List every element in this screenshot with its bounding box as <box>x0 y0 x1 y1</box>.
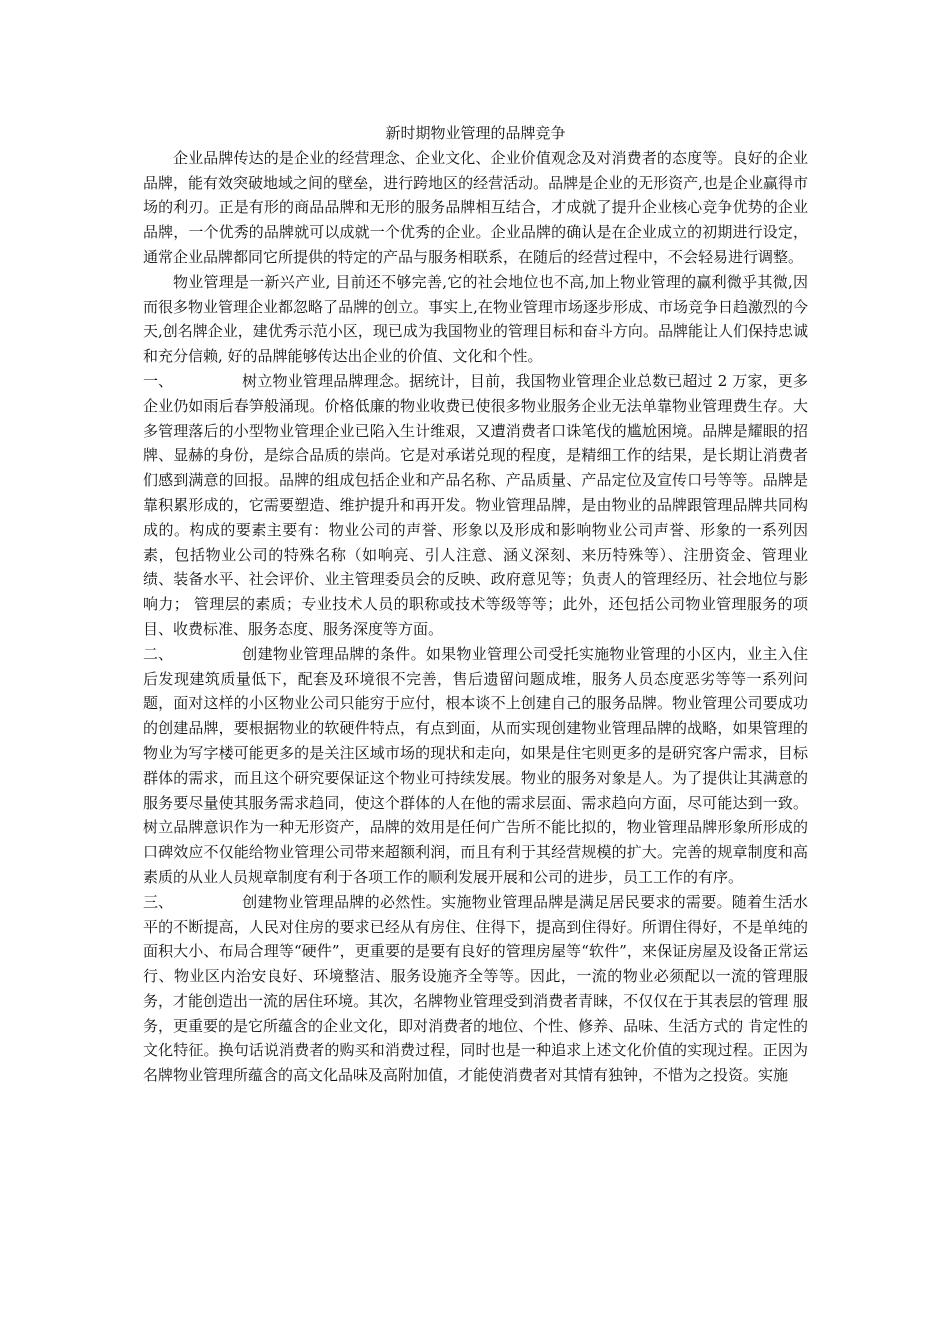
document-page <box>143 121 808 1088</box>
section-1-number: 一、 <box>143 371 174 390</box>
intro-paragraph-1: 企业品牌传达的是企业的经营理念、企业文化、企业价值观念及对消费者的态度等。良好的企业品牌，能有效突破地域之间的壁垒，进行跨地区的经营活动。品牌是企业的无形资产,也是企业赢得市场的利刃。正是有形的商品品牌和无形的服务品牌相互结合，才成就了提升企业核心竞争优势的企业品牌，一个优秀的品牌就可以成就一个优秀的企业。企业品牌的确认是在企业成立的初期进行设定，通常企业品牌都同它所提供的特定的产品与服务相联系，在随后的经营过程中，不会轻易进行调整。 <box>143 148 808 266</box>
section-3-number: 三、 <box>143 892 174 911</box>
section-3 <box>143 890 808 1088</box>
intro-paragraph-2: 物业管理是一新兴产业, 目前还不够完善,它的社会地位也不高,加上物业管理的赢利微乎其微,因而很多物业管理企业都忽略了品牌的创立。事实上,在物业管理市场逐步形成、市场竞争日趋激烈的今天,创名牌企业，建优秀示范小区，现已成为我国物业的管理目标和奋斗方向。品牌能让人们保持忠诚和充分信赖, 好的品牌能够传达出企业的价值、文化和个性。 <box>143 272 808 366</box>
section-2 <box>143 642 808 890</box>
section-1-text: 树立物业管理品牌理念。据统计，目前，我国物业管理企业总数已超过 2 万家，更多企业仍如雨后春笋般涌现。价格低廉的物业收费已使很多物业服务企业无法单靠物业管理费生存。大多管理落后的小型物业管理企业已陷入生计维艰，又遭消费者口诛笔伐的尴尬困境。品牌是耀眼的招牌、显赫的身份，是综合品质的崇尚。它是对承诺兑现的程度，是精细工作的结果，是长期让消费者们感到满意的回报。品牌的组成包括企业和产品名称、产品质量、产品定位及宣传口号等等。品牌是靠积累形成的，它需要塑造、维护提升和再开发。物业管理品牌，是由物业的品牌跟管理品牌共同构成的。构成的要素主要有：物业公司的声誉、形象以及形成和影响物业公司声誉、形象的一系列因素，包括物业公司的特殊名称（如响亮、引人注意、涵义深刻、来历特殊等）、注册资金、管理业绩、装备水平、社会评价、业主管理委员会的反映、政府意见等；负责人的管理经历、社会地位与影响力； 管理层的素质；专业技术人员的职称或技术等级等等；此外，还包括公司物业管理服务的项目、收费标准、服务态度、服务深度等方面。 <box>143 371 808 638</box>
section-1 <box>143 369 808 642</box>
section-3-text: 创建物业管理品牌的必然性。实施物业管理品牌是满足居民要求的需要。随着生活水平的不断提高，人民对住房的要求已经从有房住、住得下，提高到住得好。所谓住得好，不是单纯的面积大小、布局合理等“硬件”，更重要的是要有良好的管理房屋等“软件”，来保证房屋及设备正常运行、物业区内治安良好、环境整洁、服务设施齐全等等。因此，一流的物业必须配以一流的管理服务，才能创造出一流的居住环境。其次，名牌物业管理受到消费者青睐，不仅仅在于其表层的管理 服务，更重要的是它所蕴含的企业文化，即对消费者的地位、个性、修养、品味、生活方式的 肯定性的文化特征。换句话说消费者的购买和消费过程，同时也是一种追求上述文化价值的实现过程。正因为名牌物业管理所蕴含的高文化品味及高附加值，才能使消费者对其情有独钟，不惜为之投资。实施 <box>143 892 808 1085</box>
document-title: 新时期物业管理的品牌竞争 <box>385 124 566 142</box>
section-2-number: 二、 <box>143 644 174 663</box>
section-2-text: 创建物业管理品牌的条件。如果物业管理公司受托实施物业管理的小区内，业主入住后发现建筑质量低下，配套及环境很不完善，售后遗留问题成堆，服务人员态度恶劣等等一系列问题，面对这样的小区物业公司只能穷于应付，根本谈不上创建自己的服务品牌。物业管理公司要成功的创建品牌，要根据物业的软硬件特点，有点到面，从而实现创建物业管理品牌的战略，如果管理的物业为写字楼可能更多的是关注区域市场的现状和走向，如果是住宅则更多的是研究客户需求，目标群体的需求，而且这个研究要保证这个物业可持续发展。物业的服务对象是人。为了提供让其满意的服务要尽量使其服务需求趋同，使这个群体的人在他的需求层面、需求趋向方面，尽可能达到一致。树立品牌意识作为一种无形资产，品牌的效用是任何广告所不能比拟的，物业管理品牌形象所形成的口碑效应不仅能给物业管理公司带来超额利润，而且有利于其经营规模的扩大。完善的规章制度和高素质的从业人员规章制度有利于各项工作的顺利发展开展和公司的进步，员工工作的有序。 <box>143 644 808 886</box>
